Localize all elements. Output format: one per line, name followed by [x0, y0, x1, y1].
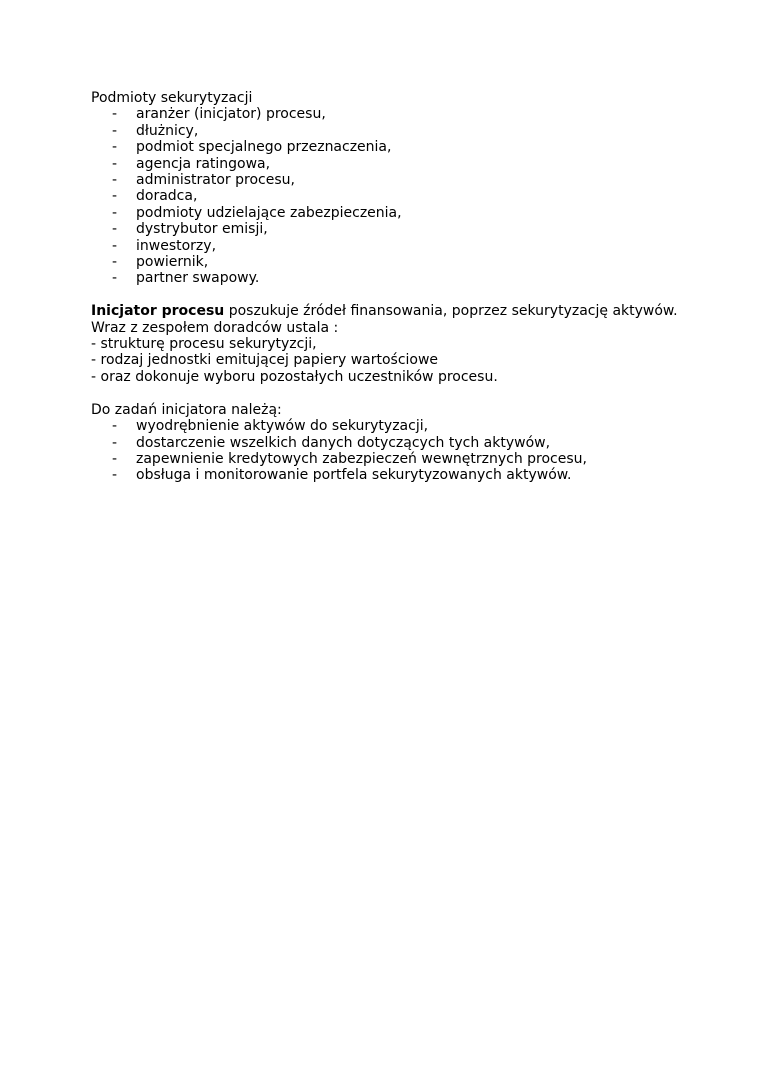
list-item — [91, 156, 691, 172]
list-item-text: zapewnienie kredytowych zabezpieczeń wewnętrznych procesu, — [136, 450, 587, 467]
list-item — [91, 238, 691, 254]
list-item-text: partner swapowy. — [136, 270, 260, 287]
list-item — [91, 205, 691, 221]
list-bullet: - — [112, 418, 118, 435]
paragraph-line: - oraz dokonuje wyboru pozostałych uczestników procesu. — [91, 368, 498, 385]
list-item — [91, 435, 691, 451]
list-item-text: dłużnicy, — [136, 122, 199, 139]
list-item — [91, 188, 691, 204]
bold-term: Inicjator procesu — [91, 303, 225, 320]
list-item-text: obsługa i monitorowanie portfela sekurytyzowanych aktywów. — [136, 467, 572, 484]
initiator-paragraph — [91, 303, 691, 319]
list-item-text: aranżer (inicjator) procesu, — [136, 106, 326, 123]
section-heading-podmioty: Podmioty sekurytyzacji — [91, 90, 253, 106]
list-item — [91, 123, 691, 139]
list-bullet: - — [112, 139, 118, 156]
list-item — [91, 106, 691, 122]
list-item-text: dystrybutor emisji, — [136, 221, 268, 238]
list-bullet: - — [112, 237, 118, 254]
spacer — [91, 287, 691, 303]
paragraph-line: Wraz z zespołem doradców ustala : — [91, 319, 339, 336]
participants-list — [91, 106, 691, 286]
paragraph-line: - rodzaj jednostki emitującej papiery wartościowe — [91, 352, 439, 369]
list-item-text: podmioty udzielające zabezpieczenia, — [136, 204, 402, 221]
list-bullet: - — [112, 254, 118, 271]
list-item-text: wyodrębnienie aktywów do sekurytyzacji, — [136, 418, 429, 435]
list-item-text: dostarczenie wszelkich danych dotyczących tych aktywów, — [136, 434, 551, 451]
list-bullet: - — [112, 155, 118, 172]
list-bullet: - — [112, 172, 118, 189]
list-item — [91, 467, 691, 483]
list-item-text: doradca, — [136, 188, 198, 205]
spacer — [91, 385, 691, 401]
list-item-text: administrator procesu, — [136, 172, 295, 189]
list-bullet: - — [112, 188, 118, 205]
list-bullet: - — [112, 221, 118, 238]
document-page — [91, 90, 691, 484]
list-bullet: - — [112, 467, 118, 484]
list-item — [91, 172, 691, 188]
section-heading-zadania: Do zadań inicjatora należą: — [91, 401, 282, 418]
list-bullet: - — [112, 106, 118, 123]
list-bullet: - — [112, 122, 118, 139]
list-item-text: agencja ratingowa, — [136, 155, 271, 172]
list-item-text: inwestorzy, — [136, 237, 217, 254]
list-item — [91, 270, 691, 286]
list-item — [91, 254, 691, 270]
paragraph-text: poszukuje źródeł finansowania, poprzez sekurytyzację aktywów. — [224, 303, 678, 320]
list-bullet: - — [112, 450, 118, 467]
list-bullet: - — [112, 434, 118, 451]
paragraph-line: - strukturę procesu sekurytyzcji, — [91, 336, 317, 353]
list-item — [91, 139, 691, 155]
list-item — [91, 418, 691, 434]
list-item-text: podmiot specjalnego przeznaczenia, — [136, 139, 392, 156]
tasks-list — [91, 418, 691, 484]
list-item-text: powiernik, — [136, 254, 209, 271]
list-bullet: - — [112, 204, 118, 221]
list-item — [91, 451, 691, 467]
list-bullet: - — [112, 270, 118, 287]
list-item — [91, 221, 691, 237]
